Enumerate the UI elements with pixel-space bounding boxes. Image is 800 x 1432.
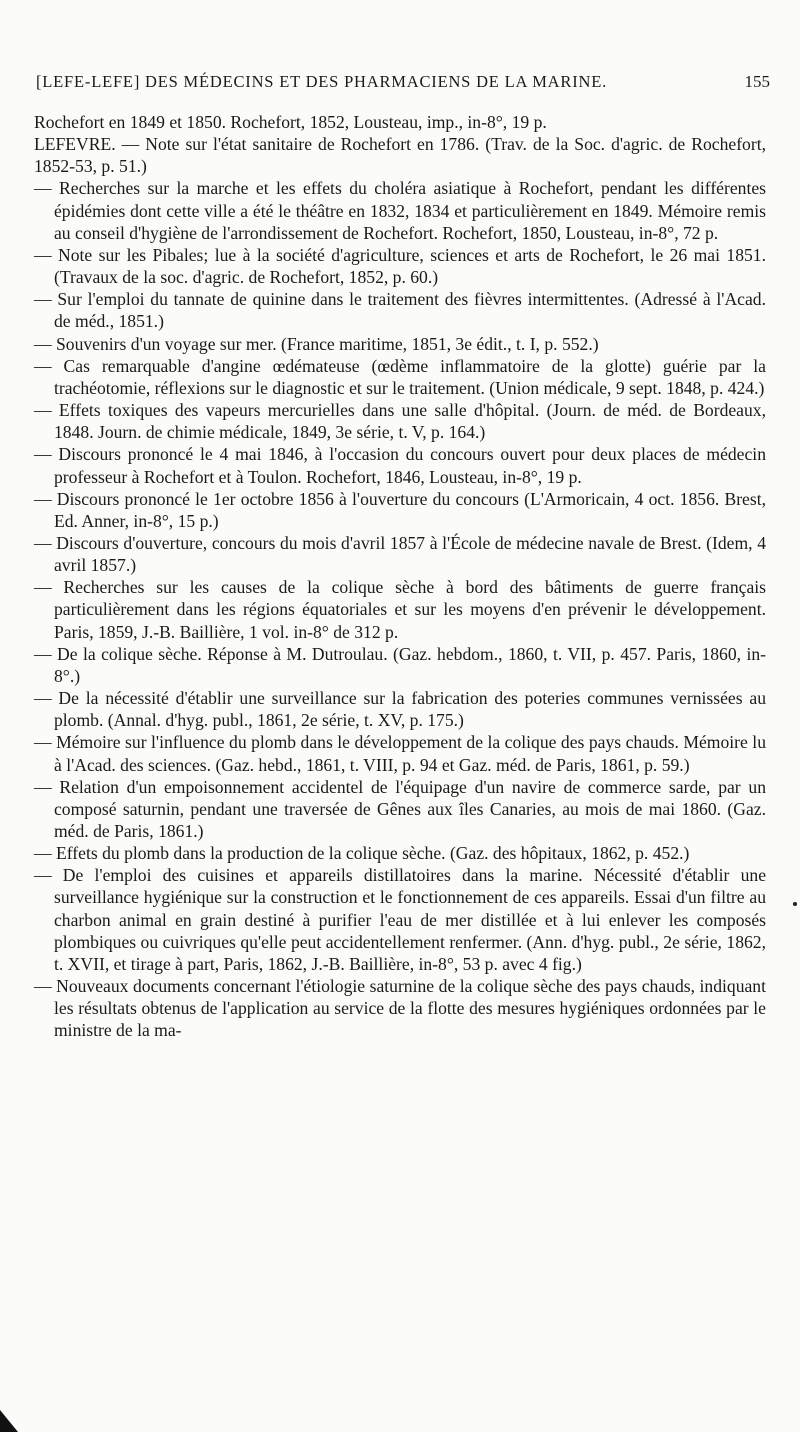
bibliography-entry: — Recherches sur la marche et les effets du choléra asiatique à Rochefort, pendant les différentes épidémies dont cette ville a été le théâtre en 1832, 1834 et particulièrement en 1849. Mémoire remis au conseil d'hygiène de l'arrondissement de Rochefort. Rochefort, 1850, Lousteau, in-8°, 72 p. <box>34 178 766 243</box>
page-header <box>36 72 770 102</box>
bibliography-entry: — Recherches sur les causes de la colique sèche à bord des bâtiments de guerre français particulièrement dans les régions équatoriales et sur les moyens d'en prévenir le développement. Paris, 1859, J.-B. Baillière, 1 vol. in-8° de 312 p. <box>34 577 766 642</box>
bibliography-entry: — De la nécessité d'établir une surveillance sur la fabrication des poteries communes vernissées au plomb. (Annal. d'hyg. publ., 1861, 2e série, t. XV, p. 175.) <box>34 688 766 731</box>
scan-speck <box>793 902 797 906</box>
bibliography-entry: — Discours prononcé le 4 mai 1846, à l'occasion du concours ouvert pour deux places de médecin professeur à Rochefort et à Toulon. Rochefort, 1846, Lousteau, in-8°, 19 p. <box>34 444 766 487</box>
bibliography-entry: — Mémoire sur l'influence du plomb dans le développement de la colique des pays chauds. Mémoire lu à l'Acad. des sciences. (Gaz. hebd., 1861, t. VIII, p. 94 et Gaz. méd. de Paris, 1861, p. 59.) <box>34 732 766 775</box>
scan-corner-mark <box>0 1410 18 1432</box>
bibliography-entry: Rochefort en 1849 et 1850. Rochefort, 1852, Lousteau, imp., in-8°, 19 p. <box>34 112 547 132</box>
bibliography-entry: — De l'emploi des cuisines et appareils distillatoires dans la marine. Nécessité d'établir une surveillance hygiénique sur la construction et le fonctionnement de ces appareils. Essai d'un filtre au charbon animal en grain destiné à purifier l'eau de mer distillée et à lui enlever les composés plombiques ou cuivriques qu'elle peut accidentellement renfermer. (Ann. d'hyg. publ., 2e série, 1862, t. XVII, et tirage à part, Paris, 1862, J.-B. Baillière, in-8°, 53 p. avec 4 fig.) <box>34 865 766 974</box>
bibliography-entry: — Note sur les Pibales; lue à la société d'agriculture, sciences et arts de Rochefort, le 26 mai 1851. (Travaux de la soc. d'agric. de Rochefort, 1852, p. 60.) <box>34 244 766 288</box>
page-number: 155 <box>744 72 770 91</box>
bibliography-entry: — Sur l'emploi du tannate de quinine dans le traitement des fièvres intermittentes. (Adressé à l'Acad. de méd., 1851.) <box>34 289 766 332</box>
bibliography-entry: — Discours d'ouverture, concours du mois d'avril 1857 à l'École de médecine navale de Brest. (Idem, 4 avril 1857.) <box>34 532 766 576</box>
bibliography-entry: — Souvenirs d'un voyage sur mer. (France maritime, 1851, 3e édit., t. I, p. 552.) <box>34 333 599 354</box>
bibliography-entry: — Relation d'un empoisonnement accidentel de l'équipage d'un navire de commerce sarde, par un composé saturnin, pendant une traversée de Gênes aux îles Canaries, au mois de mai 1860. (Gaz. méd. de Paris, 1861.) <box>34 776 766 841</box>
bibliography-entry: — Discours prononcé le 1er octobre 1856 à l'ouverture du concours (L'Armoricain, 4 oct. 1856. Brest, Ed. Anner, in-8°, 15 p.) <box>34 488 766 531</box>
bibliography-entry: — Effets du plomb dans la production de la colique sèche. (Gaz. des hôpitaux, 1862, p. 452.) <box>34 843 690 864</box>
bibliography-entry: — Effets toxiques des vapeurs mercurielles dans une salle d'hôpital. (Journ. de méd. de Bordeaux, 1848. Journ. de chimie médicale, 1849, 3e série, t. V, p. 164.) <box>34 400 766 443</box>
running-head: [LEFE-LEFE] DES MÉDECINS ET DES PHARMACIENS DE LA MARINE. <box>36 72 608 91</box>
bibliography-entry: — Cas remarquable d'angine œdémateuse (œdème inflammatoire de la glotte) guérie par la trachéotomie, réflexions sur le diagnostic et sur le traitement. (Union médicale, 9 sept. 1848, p. 424.) <box>34 355 766 398</box>
bibliography-body <box>34 111 766 1042</box>
bibliography-entry: LEFEVRE. — Note sur l'état sanitaire de Rochefort en 1786. (Trav. de la Soc. d'agric. de Rochefort, 1852-53, p. 51.) <box>34 134 766 177</box>
bibliography-entry: — Nouveaux documents concernant l'étiologie saturnine de la colique sèche des pays chauds, indiquant les résultats obtenus de l'application au service de la flotte des mesures hygiéniques ordonnées par le ministre de la ma- <box>34 976 766 1041</box>
bibliography-entry: — De la colique sèche. Réponse à M. Dutroulau. (Gaz. hebdom., 1860, t. VII, p. 457. Paris, 1860, in-8°.) <box>34 643 766 686</box>
